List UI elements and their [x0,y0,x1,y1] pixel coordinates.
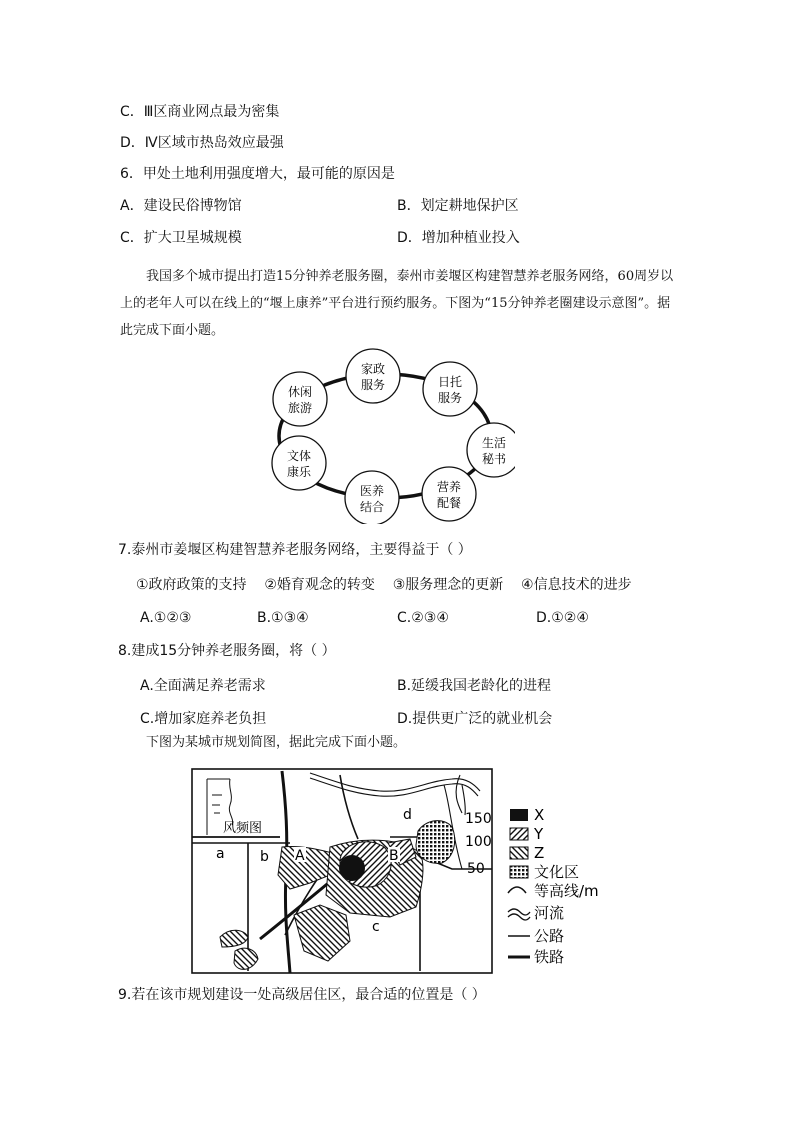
svg-text:营养: 营养 [436,480,462,494]
node-leisure-travel [273,372,327,426]
q6-option-d: D．增加种植业投入 [397,230,520,246]
map-label-B: B [389,848,399,864]
svg-text:服务: 服务 [437,391,463,405]
svg-text:结合: 结合 [359,500,385,514]
node-medical-care [345,471,399,524]
svg-text:公路: 公路 [534,927,565,945]
q8-option-c: C.增加家庭养老负担 [140,711,267,727]
svg-text:Z: Z [534,844,545,862]
svg-text:旅游: 旅游 [287,401,313,415]
node-housekeeping [346,349,400,403]
svg-text:康乐: 康乐 [286,465,312,479]
svg-text:生活: 生活 [481,436,507,450]
svg-text:服务: 服务 [360,378,386,392]
q7-option-a: A.①②③ [140,610,192,626]
map-label-A: A [295,848,305,864]
svg-text:Y: Y [534,825,544,843]
svg-text:文化区: 文化区 [534,863,580,881]
q7-option-c: C.②③④ [397,610,449,626]
contour-label-50: 50 [467,861,485,877]
map-label-d: d [403,807,412,823]
svg-text:秘书: 秘书 [481,452,507,466]
q7-stem: 7.泰州市姜堰区构建智慧养老服务网络，主要得益于（ ） [118,542,472,558]
intro-paragraph-2: 下图为某城市规划简图，据此完成下面小题。 [146,735,407,750]
q9-stem: 9.若在该市规划建设一处高级居住区，最合适的位置是（ ） [118,987,486,1003]
svg-text:河流: 河流 [534,904,565,922]
node-life-secretary [467,423,515,477]
q7-items: ①政府政策的支持 ②婚育观念的转变 ③服务理念的更新 ④信息技术的进步 [136,577,632,593]
svg-text:配餐: 配餐 [436,496,462,510]
q8-option-a: A.全面满足养老需求 [140,678,266,694]
q8-option-d: D.提供更广泛的就业机会 [397,711,553,727]
q6-option-c: C．扩大卫星城规模 [120,230,242,246]
node-daycare [423,362,477,416]
elderly-care-circle-diagram [265,344,515,524]
svg-text:日托: 日托 [437,375,463,389]
svg-text:休闲: 休闲 [287,385,313,399]
q6-option-a: A．建设民俗博物馆 [120,198,242,214]
q5-option-c: C．Ⅲ区商业网点最为密集 [120,104,280,120]
map-label-a: a [216,846,225,862]
map-label-b: b [260,849,269,865]
q5-option-d: D．Ⅳ区域市热岛效应最强 [120,135,284,151]
q6-option-b: B．划定耕地保护区 [397,198,519,214]
intro-paragraph-1: 我国多个城市提出打造15分钟养老服务圈，泰州市姜堰区构建智慧养老服务网络，60周岁以上的老年人可以在线上的“堰上康养”平台进行预约服务。下图为“15分钟养老圈建设示意图”。据此完成下面小题。 [120,269,674,338]
map-legend [508,806,599,966]
svg-text:风频图: 风频图 [223,821,263,836]
svg-text:等高线/m: 等高线/m [534,882,599,900]
contour-label-100: 100 [465,834,492,850]
svg-text:铁路: 铁路 [534,948,565,966]
svg-text:X: X [534,806,545,824]
q7-option-b: B.①③④ [257,610,309,626]
q6-stem: 6．甲处土地利用强度增大，最可能的原因是 [120,166,395,182]
zone-culture [416,821,455,864]
zone-x-core [339,855,365,881]
node-nutrition-meals [422,467,476,521]
svg-text:文体: 文体 [286,449,312,463]
q8-stem: 8.建成15分钟养老服务圈，将（ ） [118,643,336,659]
q8-option-b: B.延缓我国老龄化的进程 [397,678,552,694]
city-planning-map [190,765,620,977]
q7-option-d: D.①②④ [536,610,589,626]
map-label-c: c [372,919,380,935]
node-recreation [272,436,326,490]
svg-text:家政: 家政 [360,362,386,376]
contour-label-150: 150 [465,811,492,827]
svg-text:医养: 医养 [359,484,385,498]
